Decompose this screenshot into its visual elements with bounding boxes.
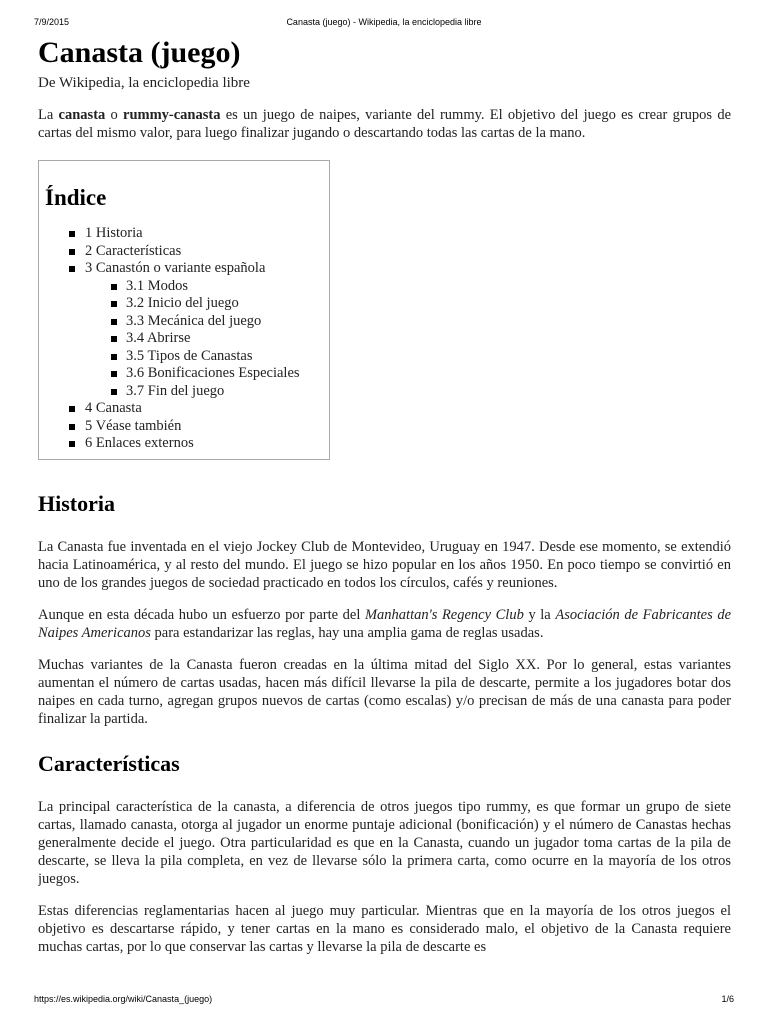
print-page-title: Canasta (juego) - Wikipedia, la enciclopedia libre bbox=[286, 17, 482, 27]
section-heading-caracteristicas: Características bbox=[38, 750, 180, 776]
print-header bbox=[34, 17, 734, 31]
toc-item[interactable]: 4 Canasta bbox=[45, 400, 323, 418]
toc-item[interactable]: 6 Enlaces externos bbox=[45, 435, 323, 453]
caracteristicas-paragraph-1: La principal característica de la canasta, a diferencia de otros juegos tipo rummy, es que formar un grupo de siete cartas, llamado canasta, otorga al jugador un enorme puntaje adicional (bonificación) y el número de Canastas hechas generalmente decide el juego. Otra particularidad es que en la Canasta, cuando un jugador toma cartas de la pila de descarte, se lleva la pila completa, en vez de llevarse sólo la primera carta, como ocurre en la mayoría de los otros juegos. bbox=[38, 798, 731, 887]
bullet-icon bbox=[69, 249, 75, 255]
toc-item[interactable]: 5 Véase también bbox=[45, 418, 323, 436]
section-heading-historia: Historia bbox=[38, 490, 115, 516]
bullet-icon bbox=[69, 441, 75, 447]
italic-term: Asociación de Fabricantes de Naipes Americanos bbox=[38, 606, 731, 641]
toc-title: Índice bbox=[45, 185, 107, 210]
bullet-icon bbox=[111, 389, 117, 395]
bullet-icon bbox=[111, 371, 117, 377]
historia-paragraph-2: Aunque en esta década hubo un esfuerzo por parte del Manhattan's Regency Club y la Asociación de Fabricantes de Naipes Americanos para estandarizar las reglas, hay una amplia gama de reglas usadas. bbox=[38, 606, 731, 641]
intro-bold-term: rummy-canasta bbox=[123, 107, 221, 123]
bullet-icon bbox=[111, 336, 117, 342]
table-of-contents bbox=[38, 160, 330, 460]
bullet-icon bbox=[69, 266, 75, 272]
historia-paragraph-3: Muchas variantes de la Canasta fueron creadas en la última mitad del Siglo XX. Por lo general, estas variantes aumentan el número de cartas usadas, hacen más difícil llevarse la pila de descarte, permite a los jugadores botar dos naipes en cada turno, agregan grupos nuevos de cartas (como escalas) y/o precisan de más de una canasta para poder finalizar la partida. bbox=[38, 656, 731, 727]
toc-subitem[interactable]: 3.6 Bonificaciones Especiales bbox=[86, 365, 323, 383]
intro-text: o bbox=[105, 107, 124, 123]
intro-paragraph bbox=[38, 106, 731, 142]
intro-text: La bbox=[38, 107, 59, 123]
toc-item[interactable]: 2 Características bbox=[45, 243, 323, 261]
bullet-icon bbox=[69, 424, 75, 430]
bullet-icon bbox=[69, 231, 75, 237]
toc-subitem[interactable]: 3.4 Abrirse bbox=[86, 330, 323, 348]
print-footer bbox=[34, 994, 734, 1008]
historia-paragraph-1: La Canasta fue inventada en el viejo Jockey Club de Montevideo, Uruguay en 1947. Desde ese momento, se extendió hacia Latinoamérica, y al resto del mundo. El juego se hizo popular en los años 1950. En poco tiempo se convirtió en uno de los grandes juegos de sociedad practicado en todos los círculos, cafés y reuniones. bbox=[38, 538, 731, 591]
print-url: https://es.wikipedia.org/wiki/Canasta_(juego) bbox=[34, 994, 213, 1004]
article-title: Canasta (juego) bbox=[38, 36, 241, 69]
intro-text: es un juego de naipes, variante del rummy. El objetivo del juego es crear grupos de cartas del mismo valor, para luego finalizar jugando o descartando todas las cartas de la mano. bbox=[38, 107, 731, 141]
page-number: 1/6 bbox=[721, 994, 734, 1004]
toc-subitem[interactable]: 3.2 Inicio del juego bbox=[86, 295, 323, 313]
print-date: 7/9/2015 bbox=[34, 17, 70, 27]
toc-item[interactable]: 3 Canastón o variante española 3.1 Modos 3.2 Inicio del juego 3.3 Mecánica del juego 3.4 Abrirse 3.5 Tipos de Canastas 3.6 Bonificaciones Especiales 3.7 Fin del juego bbox=[45, 260, 323, 400]
bullet-icon bbox=[111, 284, 117, 290]
caracteristicas-paragraph-2: Estas diferencias reglamentarias hacen al juego muy particular. Mientras que en la mayoría de los otros juegos el objetivo es descartarse rápido, y tener cartas en la mano es considerado malo, el objetivo de la Canasta requiere muchas cartas, por lo que conservar las cartas y llevarse la pila de descarte es bbox=[38, 902, 731, 955]
bullet-icon bbox=[111, 301, 117, 307]
toc-subitem[interactable]: 3.1 Modos bbox=[86, 278, 323, 296]
intro-bold-term: canasta bbox=[58, 107, 106, 123]
article-content bbox=[38, 34, 731, 990]
toc-list bbox=[45, 225, 323, 453]
toc-subitem[interactable]: 3.3 Mecánica del juego bbox=[86, 313, 323, 331]
bullet-icon bbox=[69, 406, 75, 412]
toc-sublist bbox=[45, 278, 323, 401]
italic-term: Manhattan's Regency Club bbox=[364, 606, 524, 623]
bullet-icon bbox=[111, 354, 117, 360]
toc-item[interactable]: 1 Historia bbox=[45, 225, 323, 243]
toc-subitem[interactable]: 3.7 Fin del juego bbox=[86, 383, 323, 401]
bullet-icon bbox=[111, 319, 117, 325]
article-tagline: De Wikipedia, la enciclopedia libre bbox=[38, 75, 250, 91]
toc-subitem[interactable]: 3.5 Tipos de Canastas bbox=[86, 348, 323, 366]
